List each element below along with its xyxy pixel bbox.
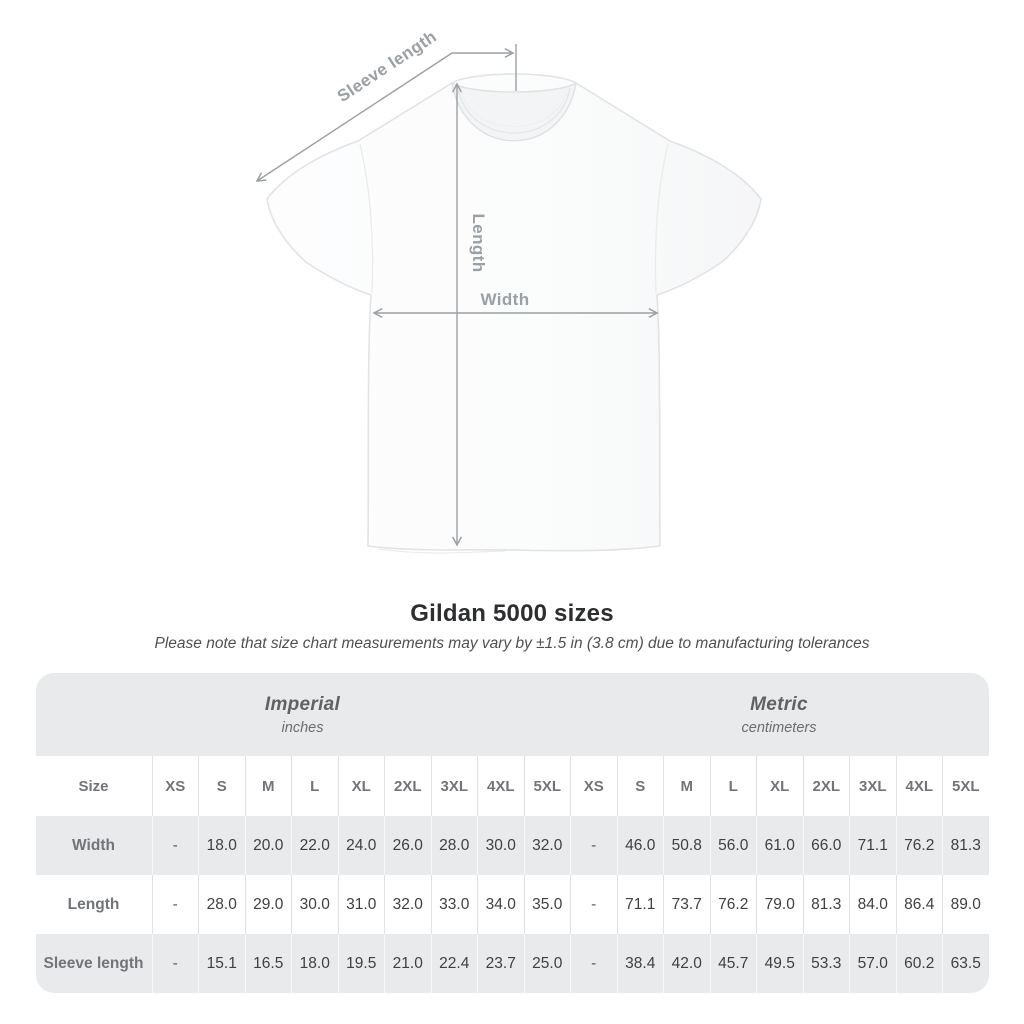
measurement-cell: 20.0 [245, 816, 292, 875]
measurement-cell: 24.0 [338, 816, 385, 875]
measurement-cell: - [570, 875, 617, 934]
length-label: Length [469, 213, 488, 273]
measurement-cell: 22.4 [431, 934, 478, 993]
measurement-cell: - [152, 875, 199, 934]
page-title: Gildan 5000 sizes [410, 600, 614, 627]
size-header-cell: 5XL [942, 756, 989, 816]
measurement-cell: 63.5 [942, 934, 989, 993]
measurement-cell: 28.0 [198, 875, 245, 934]
measurement-cell: 34.0 [477, 875, 524, 934]
imperial-group-header [36, 673, 570, 756]
row-label: Width [72, 836, 115, 854]
size-column-header: Size [78, 777, 109, 795]
metric-group-header [570, 673, 989, 756]
imperial-group-unit: inches [281, 719, 324, 736]
measurement-cell: 45.7 [710, 934, 757, 993]
measurement-cell: - [152, 934, 199, 993]
size-chart-table [36, 673, 989, 993]
measurement-cell: - [570, 816, 617, 875]
size-header-cell: M [245, 756, 292, 816]
measurement-cell: 19.5 [338, 934, 385, 993]
measurement-cell: 32.0 [524, 816, 571, 875]
metric-group-name: Metric [750, 693, 808, 715]
measurement-cell: 25.0 [524, 934, 571, 993]
measurement-cell: 66.0 [803, 816, 850, 875]
measurement-cell: 38.4 [617, 934, 664, 993]
measurement-cell: 28.0 [431, 816, 478, 875]
size-header-cell: 3XL [431, 756, 478, 816]
size-header-cell: M [663, 756, 710, 816]
measurement-cell: 81.3 [803, 875, 850, 934]
size-header-row [36, 756, 989, 816]
table-row-width [36, 816, 989, 875]
measurement-cell: - [570, 934, 617, 993]
size-header-cell: L [291, 756, 338, 816]
measurement-cell: 60.2 [896, 934, 943, 993]
measurement-cell: 18.0 [291, 934, 338, 993]
measurement-cell: 31.0 [338, 875, 385, 934]
measurement-cell: 32.0 [384, 875, 431, 934]
measurement-cell: 86.4 [896, 875, 943, 934]
measurement-cell: 35.0 [524, 875, 571, 934]
measurement-cell: 26.0 [384, 816, 431, 875]
measurement-cell: 89.0 [942, 875, 989, 934]
measurement-cell: 16.5 [245, 934, 292, 993]
size-header-cell: L [710, 756, 757, 816]
size-header-cell: S [198, 756, 245, 816]
measurement-cell: 49.5 [756, 934, 803, 993]
measurement-cell: 56.0 [710, 816, 757, 875]
measurement-cell: 61.0 [756, 816, 803, 875]
measurement-cell: 30.0 [291, 875, 338, 934]
measurement-cell: 53.3 [803, 934, 850, 993]
measurement-cell: 29.0 [245, 875, 292, 934]
size-header-cell: 2XL [803, 756, 850, 816]
imperial-group-name: Imperial [264, 693, 341, 715]
measurement-cell: 76.2 [710, 875, 757, 934]
metric-group-unit: centimeters [741, 719, 817, 736]
measurement-cell: 81.3 [942, 816, 989, 875]
measurement-cell: 33.0 [431, 875, 478, 934]
size-header-cell: 4XL [896, 756, 943, 816]
size-header-cell: XS [152, 756, 199, 816]
measurement-cell: 71.1 [849, 816, 896, 875]
tolerance-note: Please note that size chart measurements may vary by ±1.5 in (3.8 cm) due to manufacturing tolerances [154, 635, 870, 652]
measurement-cell: 42.0 [663, 934, 710, 993]
row-label: Sleeve length [43, 954, 144, 972]
measurement-cell: 21.0 [384, 934, 431, 993]
table-row-sleeve-length [36, 934, 989, 993]
measurement-cell: 71.1 [617, 875, 664, 934]
size-header-cell: 3XL [849, 756, 896, 816]
width-label: Width [480, 290, 530, 309]
measurement-cell: 22.0 [291, 816, 338, 875]
row-label: Length [67, 895, 120, 913]
measurement-cell: - [152, 816, 199, 875]
measurement-cell: 73.7 [663, 875, 710, 934]
measurement-rows [36, 816, 989, 993]
sleeve-length-label: Sleeve length [333, 26, 441, 107]
measurement-cell: 23.7 [477, 934, 524, 993]
measurement-cell: 79.0 [756, 875, 803, 934]
measurement-cell: 30.0 [477, 816, 524, 875]
unit-group-band [36, 673, 989, 756]
size-header-cell: 4XL [477, 756, 524, 816]
table-row-length [36, 875, 989, 934]
size-header-cell: 5XL [524, 756, 571, 816]
size-header-cell: XL [338, 756, 385, 816]
measurement-cell: 84.0 [849, 875, 896, 934]
measurement-cell: 46.0 [617, 816, 664, 875]
measurement-cell: 50.8 [663, 816, 710, 875]
measurement-cell: 18.0 [198, 816, 245, 875]
size-header-cell: XL [756, 756, 803, 816]
size-header-cell: 2XL [384, 756, 431, 816]
size-header-cell: S [617, 756, 664, 816]
measurement-cell: 57.0 [849, 934, 896, 993]
measurement-cell: 15.1 [198, 934, 245, 993]
measurement-cell: 76.2 [896, 816, 943, 875]
size-header-cell: XS [570, 756, 617, 816]
